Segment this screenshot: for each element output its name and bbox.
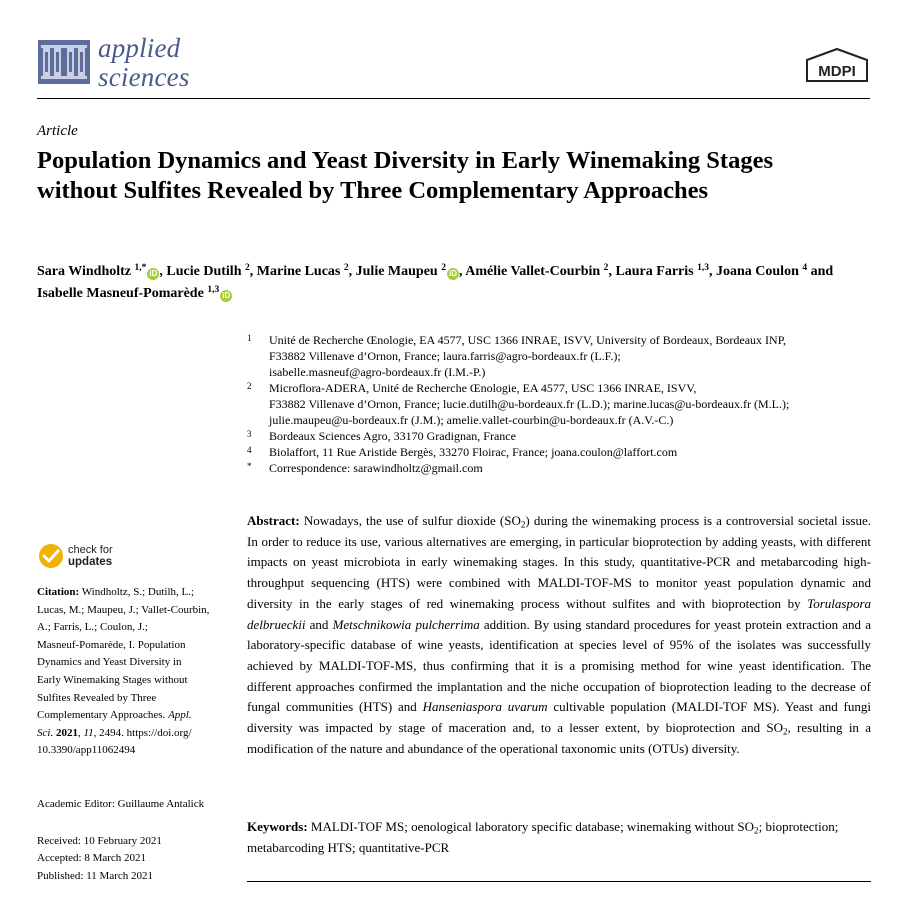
received-date: Received: 10 February 2021 bbox=[37, 835, 162, 847]
abstract-label: Abstract: bbox=[247, 513, 300, 528]
citation-line: Sulfites Revealed by Three bbox=[37, 691, 157, 704]
affiliation-item bbox=[247, 460, 877, 476]
keywords bbox=[247, 817, 871, 858]
author bbox=[37, 286, 232, 301]
affiliation-line: julie.maupeu@u-bordeaux.fr (J.M.); amelie.vallet-courbin@u-bordeaux.fr (A.V.-C.) bbox=[269, 413, 674, 427]
citation-doi-link[interactable]: https://doi.org/ bbox=[126, 726, 192, 739]
abstract-text: and bbox=[305, 616, 333, 632]
published-date: Published: 11 March 2021 bbox=[37, 869, 153, 882]
citation-pages: , 2494. bbox=[93, 726, 124, 739]
author bbox=[356, 264, 459, 279]
author bbox=[37, 264, 159, 279]
journal-logo-icon bbox=[38, 40, 90, 84]
author-name: Sara Windholtz bbox=[37, 264, 132, 279]
journal-name-line1: applied bbox=[98, 33, 181, 63]
affiliation-line: Biolaffort, 11 Rue Aristide Bergès, 33270 Floirac, France; joana.coulon@laffort.com bbox=[269, 445, 678, 459]
author-name: Laura Farris bbox=[615, 264, 694, 279]
affiliation-line: isabelle.masneuf@agro-bordeaux.fr (I.M.-P.) bbox=[269, 365, 486, 379]
author-affiliation: 2 bbox=[245, 262, 250, 273]
check-updates-line2: updates bbox=[68, 556, 113, 568]
author-affiliation: 1,* bbox=[134, 262, 147, 273]
keywords-label: Keywords: bbox=[247, 819, 308, 834]
publication-dates bbox=[37, 833, 162, 885]
author bbox=[166, 264, 249, 279]
abstract bbox=[247, 511, 871, 759]
affiliation-number: 2 bbox=[247, 381, 252, 391]
subscript: 2 bbox=[782, 726, 788, 737]
species-name: Torulaspora delbrueckii bbox=[247, 595, 871, 632]
author-affiliation: 2 bbox=[343, 262, 349, 273]
citation bbox=[37, 584, 233, 760]
journal-name-line2: sciences bbox=[98, 62, 190, 92]
author-affiliation: 2 bbox=[603, 262, 609, 273]
keywords-text: ; bioprotection; metabarcoding HTS; quantitative-PCR bbox=[247, 819, 839, 855]
author-name: Julie Maupeu bbox=[355, 264, 438, 279]
check-updates-line1: check for bbox=[68, 544, 113, 556]
citation-volume: 11 bbox=[83, 726, 94, 739]
citation-journal: Sci. bbox=[37, 726, 54, 739]
abstract-text: Nowadays, the use of sulfur dioxide (SO bbox=[303, 513, 521, 528]
abstract-text: cultivable population (MALDI-TOF MS). Yeast and fungi diversity was impacted by stage of maceration and, to a lesser extent, by bioprotection and SO bbox=[247, 699, 871, 736]
author bbox=[615, 264, 709, 279]
species-name: Metschnikowia pulcherrima bbox=[332, 616, 480, 632]
subscript: 2 bbox=[520, 519, 526, 530]
publisher-logo bbox=[803, 46, 871, 84]
citation-doi-link[interactable]: 10.3390/app11062494 bbox=[37, 744, 136, 757]
affiliation-item bbox=[247, 444, 877, 460]
subscript: 2 bbox=[754, 825, 759, 836]
citation-line: Lucas, M.; Maupeu, J.; Vallet-Courbin, bbox=[37, 603, 210, 616]
affiliations-list bbox=[247, 332, 877, 476]
check-for-updates-button[interactable] bbox=[38, 543, 148, 573]
author-name: Isabelle Masneuf-Pomarède bbox=[37, 286, 204, 301]
citation-year: 2021 bbox=[55, 726, 78, 739]
affiliation-number: 3 bbox=[247, 429, 252, 439]
author bbox=[257, 264, 349, 279]
affiliation-line: Bordeaux Sciences Agro, 33170 Gradignan, France bbox=[269, 429, 516, 443]
check-updates-icon bbox=[38, 543, 64, 569]
author-name: Amélie Vallet-Courbin bbox=[465, 264, 601, 279]
citation-line: Dynamics and Yeast Diversity in bbox=[37, 656, 182, 669]
author bbox=[465, 264, 608, 279]
bottom-divider bbox=[247, 881, 871, 882]
author-name: Joana Coulon bbox=[716, 264, 799, 279]
orcid-icon[interactable]: iD bbox=[448, 269, 457, 278]
citation-line: Citation: Windholtz, S.; Dutilh, L.; bbox=[37, 586, 195, 598]
accepted-date: Accepted: 8 March 2021 bbox=[37, 852, 147, 865]
citation-line: Sci. 2021, 11, 2494. https://doi.org/ bbox=[37, 726, 192, 739]
affiliation-line: Unité de Recherche Œnologie, EA 4577, USC 1366 INRAE, ISVV, University of Bordeaux, Bordeaux INP, bbox=[269, 333, 787, 347]
author-affiliation: 1,3 bbox=[697, 262, 709, 273]
author-affiliation: 4 bbox=[802, 262, 808, 273]
abstract-text: addition. By using standard procedures for yeast protein extraction and a laboratory-specific database of wine yeasts, identification at species level of 95% of the isolates was successfully achieved by MALDI-TOF-MS, thus confirming that it is a promising method for wine yeast identification. The different approaches confirmed the implantation and the niche occupation of bioprotection leading to the decrease of fungal communities (HTS) and bbox=[247, 616, 871, 715]
header-divider bbox=[37, 98, 870, 99]
species-name: Hanseniaspora uvarum bbox=[422, 699, 548, 715]
orcid-icon[interactable]: iD bbox=[222, 291, 231, 300]
author-name: Marine Lucas bbox=[256, 264, 341, 279]
citation-journal: Appl. bbox=[168, 709, 192, 722]
publisher-name: MDPI bbox=[818, 63, 856, 80]
article-title: Population Dynamics and Yeast Diversity in Early Winemaking Stages without Sulfites Revealed by Three Complementary Approaches bbox=[37, 147, 773, 204]
citation-line: Early Winemaking Stages without bbox=[37, 673, 188, 686]
journal-name bbox=[98, 34, 190, 92]
author-name: Lucie Dutilh bbox=[166, 264, 242, 279]
academic-editor: Academic Editor: Guillaume Antalick bbox=[37, 798, 205, 810]
affiliation-item bbox=[247, 380, 877, 428]
affiliation-number: * bbox=[247, 461, 252, 471]
abstract-text: ) during the winemaking process is a controversial societal issue. In order to reduce its use, various alternatives are emerging, in particular bioprotection by adding yeasts, with different impacts on yeast microbiota in early winemaking stages. In this study, quantitative-PCR and metabarcoding high-throughput sequencing (HTS) were combined with MALDI-TOF-MS to monitor yeast population dynamic and diversity in the early stages of red winemaking process without sulfites and with bioprotection by bbox=[247, 513, 871, 611]
citation-line: A.; Farris, L.; Coulon, J.; bbox=[37, 621, 148, 634]
author bbox=[716, 264, 807, 279]
author-affiliation: 1,3 bbox=[207, 284, 220, 295]
affiliation-item bbox=[247, 332, 877, 380]
affiliation-number: 4 bbox=[247, 445, 252, 455]
author-list: Sara Windholtz $^{1,*}$iD , Lucie Dutilh $^2$, Marine Lucas $^2$, Julie Maupeu $^2$iD , Amélie Vallet-Courbin $^2$, Laura Farris $^{1,3}$, Joana Coulon $^4$ and Isabelle Masneuf-Pomarède $^{1,3}$iD bbox=[37, 262, 834, 301]
affiliation-line: F33882 Villenave d’Ornon, France; lucie.dutilh@u-bordeaux.fr (L.D.); marine.lucas@u-bordeaux.fr (M.L.); bbox=[269, 397, 790, 411]
abstract-text: , resulting in a modification of the nature and abundance of the operational taxonomic units (OTUs) diversity. bbox=[247, 720, 871, 756]
affiliation-line: F33882 Villenave d’Ornon, France; laura.farris@agro-bordeaux.fr (L.F.); bbox=[269, 349, 621, 363]
affiliation-line: Correspondence: sarawindholtz@gmail.com bbox=[269, 461, 483, 475]
citation-line: Complementary Approaches. Appl. bbox=[37, 709, 192, 722]
keywords-text: MALDI-TOF MS; oenological laboratory specific database; winemaking without SO bbox=[310, 819, 755, 834]
author-affiliation: 2 bbox=[441, 262, 446, 273]
article-type: Article bbox=[37, 123, 78, 139]
affiliation-item bbox=[247, 428, 877, 444]
citation-label: Citation: bbox=[37, 586, 80, 598]
orcid-icon[interactable]: iD bbox=[149, 269, 158, 278]
affiliation-number: 1 bbox=[247, 333, 252, 343]
affiliation-line: Microflora-ADERA, Unité de Recherche Œnologie, EA 4577, USC 1366 INRAE, ISVV, bbox=[269, 381, 697, 395]
citation-line: Masneuf-Pomarède, I. Population bbox=[37, 638, 186, 651]
